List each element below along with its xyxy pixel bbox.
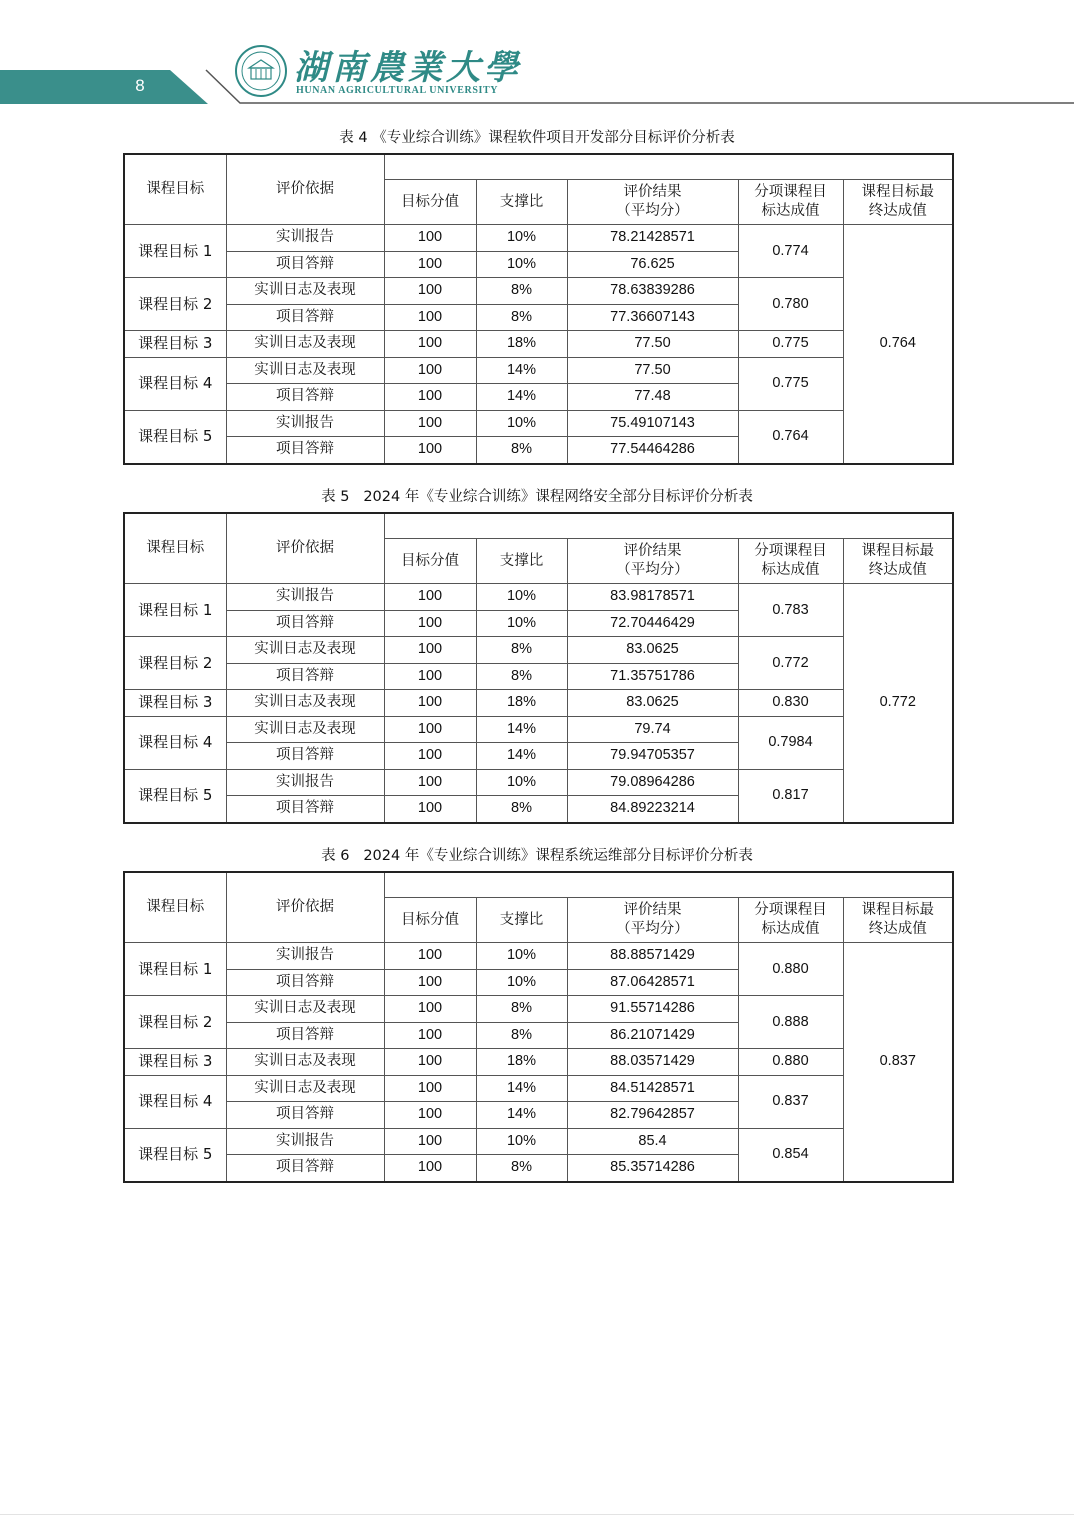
basis-cell: 项目答辩 <box>226 663 384 690</box>
item-achievement-cell: 0.772 <box>738 637 843 690</box>
goal-cell: 课程目标 3 <box>124 1049 226 1076</box>
basis-cell: 实训日志及表现 <box>226 1075 384 1102</box>
goal-cell: 课程目标 5 <box>124 410 226 464</box>
score-cell: 100 <box>384 584 476 611</box>
final-achievement-cell: 0.772 <box>843 584 953 823</box>
goal-cell: 课程目标 4 <box>124 357 226 410</box>
table-caption: 表 4 《专业综合训练》课程软件项目开发部分目标评价分析表 <box>339 130 735 146</box>
result-cell: 77.50 <box>567 331 738 358</box>
ratio-cell: 18% <box>476 331 567 358</box>
ratio-cell: 14% <box>476 384 567 411</box>
ratio-cell: 8% <box>476 663 567 690</box>
header-goal: 课程目标 <box>124 872 226 943</box>
result-cell: 79.94705357 <box>567 743 738 770</box>
score-cell: 100 <box>384 1155 476 1182</box>
header-support-ratio: 支撑比 <box>476 898 567 943</box>
score-cell: 100 <box>384 225 476 252</box>
score-cell: 100 <box>384 663 476 690</box>
header-basis: 评价依据 <box>226 872 384 943</box>
item-achievement-cell: 0.775 <box>738 357 843 410</box>
goal-cell: 课程目标 1 <box>124 225 226 278</box>
table-row <box>124 225 953 252</box>
result-cell: 84.89223214 <box>567 796 738 823</box>
page-tab-banner <box>0 0 1074 110</box>
result-cell: 88.03571429 <box>567 1049 738 1076</box>
table-row <box>124 1049 953 1076</box>
basis-cell: 实训报告 <box>226 943 384 970</box>
basis-cell: 实训日志及表现 <box>226 1049 384 1076</box>
page-header <box>0 0 1074 110</box>
item-achievement-cell: 0.880 <box>738 1049 843 1076</box>
header-target-score: 目标分值 <box>384 180 476 225</box>
result-cell: 78.63839286 <box>567 278 738 305</box>
result-cell: 83.98178571 <box>567 584 738 611</box>
header-target-score: 目标分值 <box>384 539 476 584</box>
header-target-score: 目标分值 <box>384 898 476 943</box>
header-result: 评价结果 （平均分） <box>567 539 738 584</box>
goal-cell: 课程目标 3 <box>124 690 226 717</box>
item-achievement-cell: 0.783 <box>738 584 843 637</box>
result-cell: 83.0625 <box>567 637 738 664</box>
basis-cell: 实训日志及表现 <box>226 278 384 305</box>
goal-cell: 课程目标 2 <box>124 996 226 1049</box>
header-item-achievement: 分项课程目 标达成值 <box>738 539 843 584</box>
score-cell: 100 <box>384 304 476 331</box>
score-cell: 100 <box>384 637 476 664</box>
table-row <box>124 769 953 796</box>
basis-cell: 实训报告 <box>226 584 384 611</box>
item-achievement-cell: 0.775 <box>738 331 843 358</box>
header-support-ratio: 支撑比 <box>476 539 567 584</box>
basis-cell: 项目答辩 <box>226 1102 384 1129</box>
score-cell: 100 <box>384 1102 476 1129</box>
score-cell: 100 <box>384 796 476 823</box>
score-cell: 100 <box>384 384 476 411</box>
result-cell: 82.79642857 <box>567 1102 738 1129</box>
evaluation-table <box>123 512 954 824</box>
result-cell: 71.35751786 <box>567 663 738 690</box>
ratio-cell: 10% <box>476 1128 567 1155</box>
result-cell: 87.06428571 <box>567 969 738 996</box>
ratio-cell: 14% <box>476 1075 567 1102</box>
header-row <box>124 513 953 539</box>
result-cell: 84.51428571 <box>567 1075 738 1102</box>
table-row <box>124 716 953 743</box>
result-cell: 77.48 <box>567 384 738 411</box>
header-basis: 评价依据 <box>226 154 384 225</box>
result-cell: 79.74 <box>567 716 738 743</box>
score-cell: 100 <box>384 769 476 796</box>
ratio-cell: 8% <box>476 637 567 664</box>
result-cell: 77.50 <box>567 357 738 384</box>
ratio-cell: 10% <box>476 943 567 970</box>
ratio-cell: 8% <box>476 278 567 305</box>
basis-cell: 实训报告 <box>226 410 384 437</box>
ratio-cell: 14% <box>476 743 567 770</box>
score-cell: 100 <box>384 437 476 464</box>
goal-cell: 课程目标 3 <box>124 331 226 358</box>
result-cell: 83.0625 <box>567 690 738 717</box>
header-result: 评价结果 （平均分） <box>567 898 738 943</box>
ratio-cell: 10% <box>476 969 567 996</box>
header-blank <box>384 872 953 898</box>
result-cell: 77.36607143 <box>567 304 738 331</box>
university-name-en: HUNAN AGRICULTURAL UNIVERSITY <box>296 85 499 96</box>
item-achievement-cell: 0.830 <box>738 690 843 717</box>
header-blank <box>384 513 953 539</box>
basis-cell: 项目答辩 <box>226 969 384 996</box>
item-achievement-cell: 0.888 <box>738 996 843 1049</box>
goal-cell: 课程目标 2 <box>124 278 226 331</box>
table-row <box>124 637 953 664</box>
ratio-cell: 18% <box>476 690 567 717</box>
header-goal: 课程目标 <box>124 154 226 225</box>
basis-cell: 项目答辩 <box>226 437 384 464</box>
header-row <box>124 872 953 898</box>
ratio-cell: 14% <box>476 716 567 743</box>
evaluation-table <box>123 871 954 1183</box>
score-cell: 100 <box>384 996 476 1023</box>
basis-cell: 实训日志及表现 <box>226 637 384 664</box>
basis-cell: 实训日志及表现 <box>226 690 384 717</box>
table-row <box>124 1075 953 1102</box>
result-cell: 78.21428571 <box>567 225 738 252</box>
basis-cell: 项目答辩 <box>226 251 384 278</box>
basis-cell: 项目答辩 <box>226 384 384 411</box>
score-cell: 100 <box>384 1075 476 1102</box>
ratio-cell: 14% <box>476 1102 567 1129</box>
basis-cell: 项目答辩 <box>226 304 384 331</box>
result-cell: 85.35714286 <box>567 1155 738 1182</box>
score-cell: 100 <box>384 251 476 278</box>
score-cell: 100 <box>384 690 476 717</box>
result-cell: 72.70446429 <box>567 610 738 637</box>
table-row <box>124 410 953 437</box>
score-cell: 100 <box>384 331 476 358</box>
table-row <box>124 996 953 1023</box>
score-cell: 100 <box>384 943 476 970</box>
ratio-cell: 10% <box>476 769 567 796</box>
table-row <box>124 1128 953 1155</box>
basis-cell: 项目答辩 <box>226 1022 384 1049</box>
item-achievement-cell: 0.880 <box>738 943 843 996</box>
header-item-achievement: 分项课程目 标达成值 <box>738 898 843 943</box>
page-number: 8 <box>135 76 145 95</box>
ratio-cell: 8% <box>476 1155 567 1182</box>
basis-cell: 实训报告 <box>226 225 384 252</box>
basis-cell: 实训报告 <box>226 769 384 796</box>
header-final-achievement: 课程目标最 终达成值 <box>843 180 953 225</box>
basis-cell: 实训日志及表现 <box>226 716 384 743</box>
item-achievement-cell: 0.817 <box>738 769 843 823</box>
score-cell: 100 <box>384 610 476 637</box>
basis-cell: 实训报告 <box>226 1128 384 1155</box>
goal-cell: 课程目标 4 <box>124 716 226 769</box>
ratio-cell: 10% <box>476 225 567 252</box>
header-row <box>124 154 953 180</box>
header-final-achievement: 课程目标最 终达成值 <box>843 898 953 943</box>
final-achievement-cell: 0.764 <box>843 225 953 464</box>
score-cell: 100 <box>384 716 476 743</box>
basis-cell: 项目答辩 <box>226 796 384 823</box>
table-row <box>124 331 953 358</box>
header-result: 评价结果 （平均分） <box>567 180 738 225</box>
ratio-cell: 18% <box>476 1049 567 1076</box>
ratio-cell: 10% <box>476 610 567 637</box>
ratio-cell: 14% <box>476 357 567 384</box>
item-achievement-cell: 0.7984 <box>738 716 843 769</box>
score-cell: 100 <box>384 278 476 305</box>
ratio-cell: 8% <box>476 796 567 823</box>
header-goal: 课程目标 <box>124 513 226 584</box>
goal-cell: 课程目标 5 <box>124 1128 226 1182</box>
item-achievement-cell: 0.774 <box>738 225 843 278</box>
table-row <box>124 943 953 970</box>
item-achievement-cell: 0.764 <box>738 410 843 464</box>
header-item-achievement: 分项课程目 标达成值 <box>738 180 843 225</box>
score-cell: 100 <box>384 410 476 437</box>
ratio-cell: 10% <box>476 251 567 278</box>
final-achievement-cell: 0.837 <box>843 943 953 1182</box>
university-seal-icon <box>234 44 288 98</box>
basis-cell: 实训日志及表现 <box>226 331 384 358</box>
score-cell: 100 <box>384 969 476 996</box>
ratio-cell: 8% <box>476 996 567 1023</box>
basis-cell: 项目答辩 <box>226 743 384 770</box>
basis-cell: 项目答辩 <box>226 610 384 637</box>
score-cell: 100 <box>384 1049 476 1076</box>
table-row <box>124 278 953 305</box>
table-caption: 表 5 2024 年《专业综合训练》课程网络安全部分目标评价分析表 <box>321 489 753 505</box>
basis-cell: 项目答辩 <box>226 1155 384 1182</box>
goal-cell: 课程目标 5 <box>124 769 226 823</box>
score-cell: 100 <box>384 357 476 384</box>
table-caption: 表 6 2024 年《专业综合训练》课程系统运维部分目标评价分析表 <box>321 848 753 864</box>
result-cell: 91.55714286 <box>567 996 738 1023</box>
footer-divider <box>0 1514 1074 1515</box>
header-final-achievement: 课程目标最 终达成值 <box>843 539 953 584</box>
header-blank <box>384 154 953 180</box>
ratio-cell: 8% <box>476 304 567 331</box>
header-support-ratio: 支撑比 <box>476 180 567 225</box>
score-cell: 100 <box>384 743 476 770</box>
header-basis: 评价依据 <box>226 513 384 584</box>
goal-cell: 课程目标 4 <box>124 1075 226 1128</box>
result-cell: 88.88571429 <box>567 943 738 970</box>
score-cell: 100 <box>384 1022 476 1049</box>
result-cell: 77.54464286 <box>567 437 738 464</box>
basis-cell: 实训日志及表现 <box>226 357 384 384</box>
result-cell: 76.625 <box>567 251 738 278</box>
result-cell: 79.08964286 <box>567 769 738 796</box>
university-name-cn: 湖南農業大學 <box>294 48 522 88</box>
goal-cell: 课程目标 1 <box>124 584 226 637</box>
item-achievement-cell: 0.780 <box>738 278 843 331</box>
result-cell: 75.49107143 <box>567 410 738 437</box>
result-cell: 85.4 <box>567 1128 738 1155</box>
item-achievement-cell: 0.854 <box>738 1128 843 1182</box>
table-row <box>124 690 953 717</box>
goal-cell: 课程目标 2 <box>124 637 226 690</box>
ratio-cell: 10% <box>476 584 567 611</box>
table-row <box>124 584 953 611</box>
score-cell: 100 <box>384 1128 476 1155</box>
ratio-cell: 10% <box>476 410 567 437</box>
goal-cell: 课程目标 1 <box>124 943 226 996</box>
evaluation-table <box>123 153 954 465</box>
result-cell: 86.21071429 <box>567 1022 738 1049</box>
ratio-cell: 8% <box>476 1022 567 1049</box>
item-achievement-cell: 0.837 <box>738 1075 843 1128</box>
table-row <box>124 357 953 384</box>
ratio-cell: 8% <box>476 437 567 464</box>
basis-cell: 实训日志及表现 <box>226 996 384 1023</box>
